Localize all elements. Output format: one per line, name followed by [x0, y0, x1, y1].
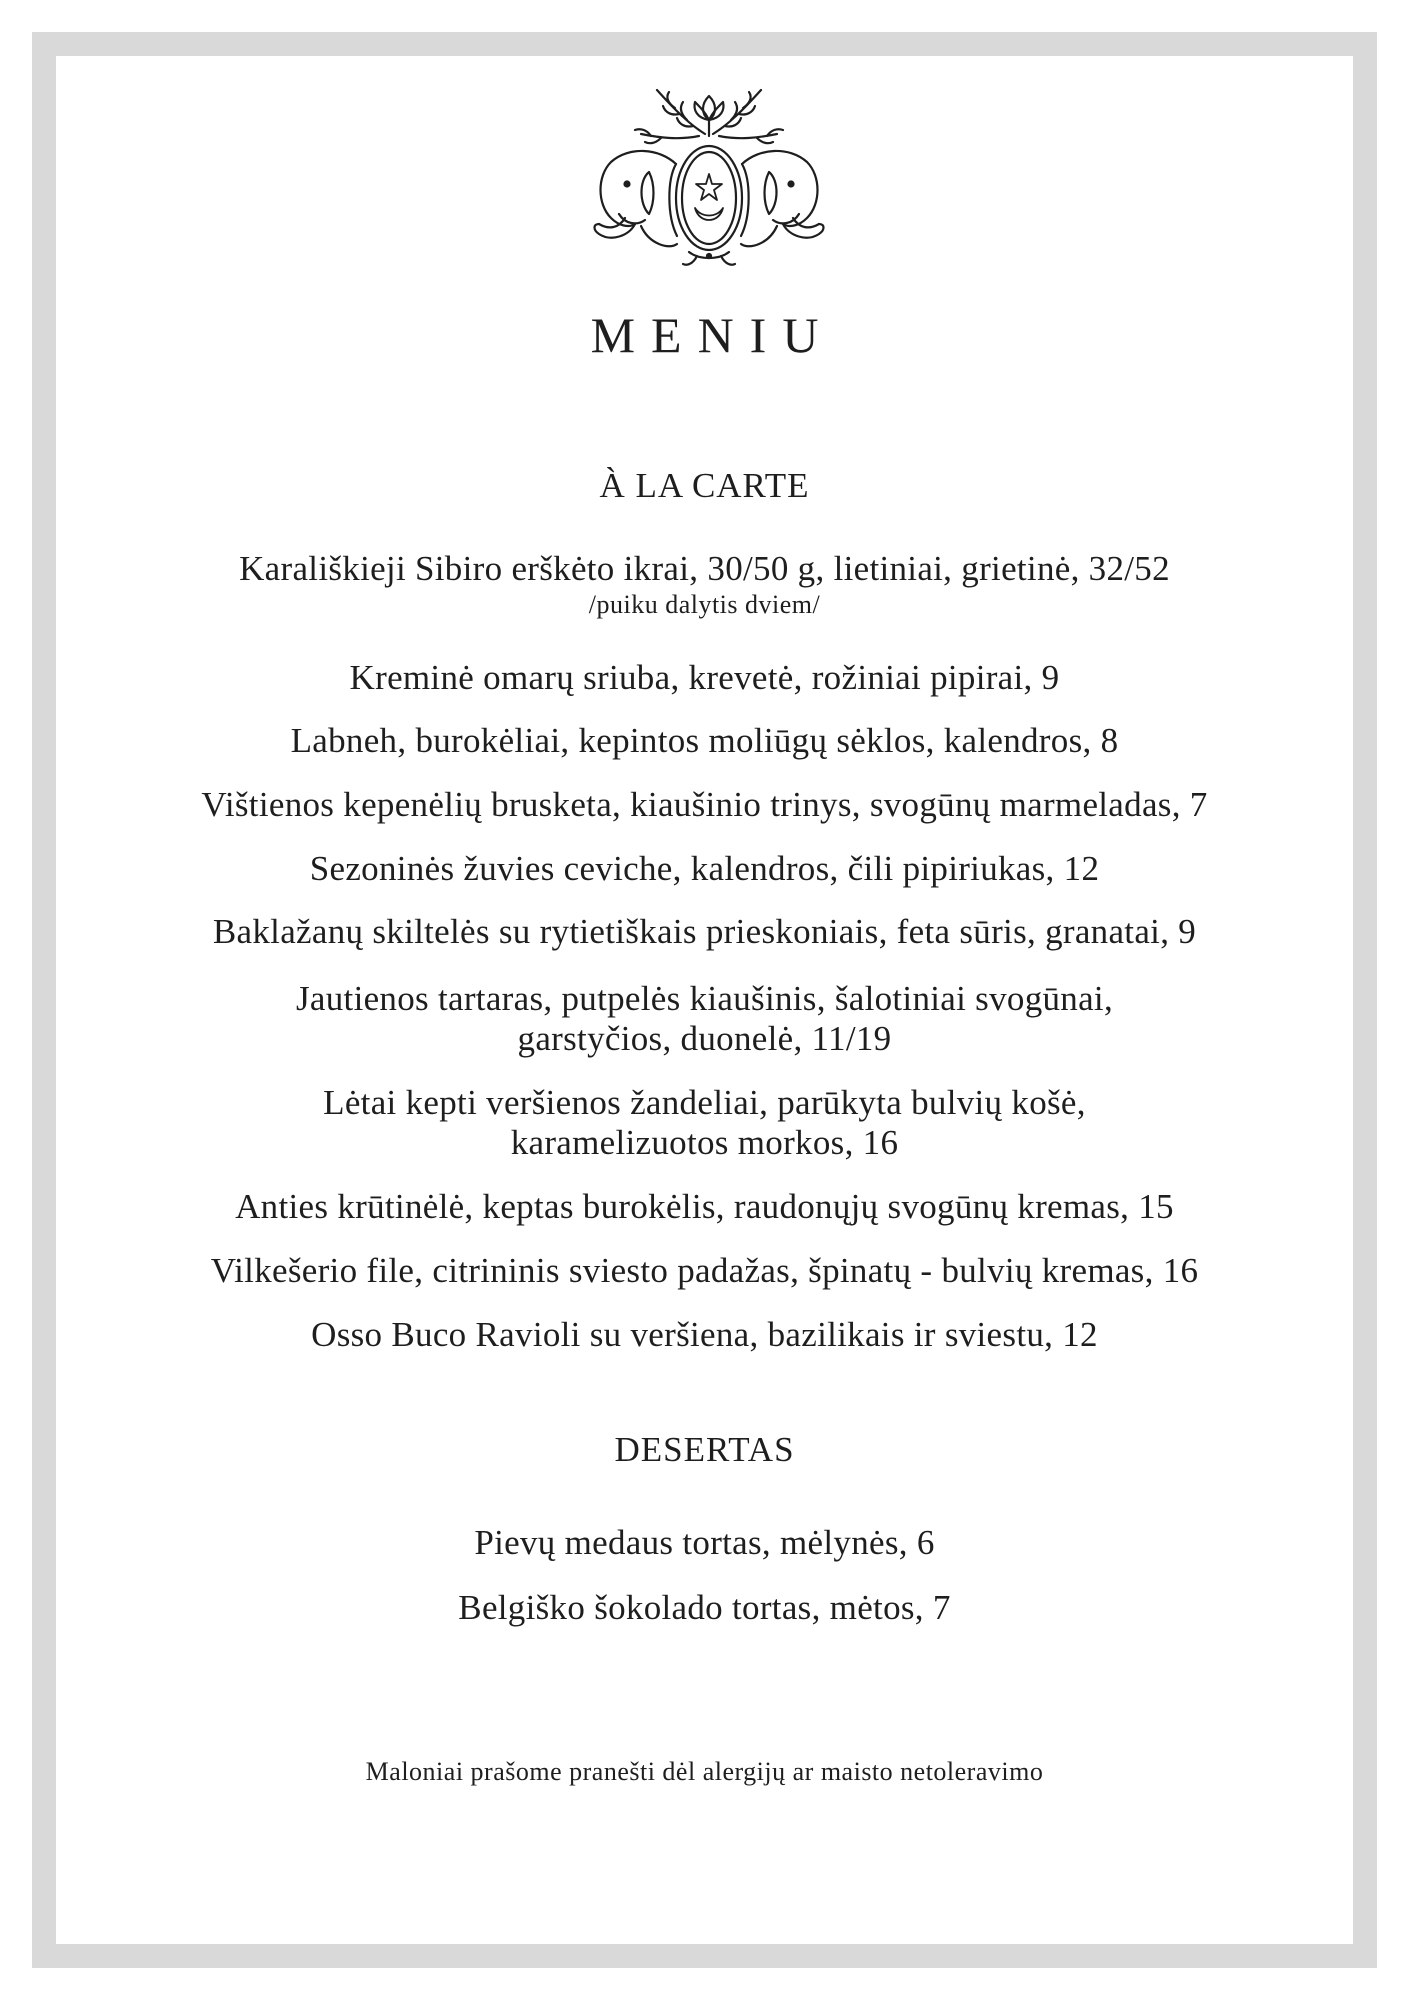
menu-item-text-line1: Jautienos tartaras, putpelės kiaušinis, šalotiniai svogūnai, [295, 979, 1114, 1018]
elephant-crest-icon [589, 84, 829, 274]
menu-item [0, 849, 1409, 889]
menu-item-text: Osso Buco Ravioli su veršiena, bazilikais ir sviestu, 12 [311, 1315, 1098, 1354]
section-heading-desertas: DESERTAS [614, 1430, 795, 1469]
menu-item-text: Vištienos kepenėlių brusketa, kiaušinio trinys, svogūnų marmeladas, 7 [201, 785, 1208, 824]
menu-item [0, 1588, 1409, 1628]
menu-item [0, 1523, 1409, 1563]
menu-item [0, 1187, 1409, 1227]
menu-item-text: Pievų medaus tortas, mėlynės, 6 [474, 1523, 935, 1562]
menu-item [0, 785, 1409, 825]
menu-item [0, 1315, 1409, 1355]
menu-item [0, 979, 1409, 1059]
menu-item-text: Karališkieji Sibiro erškėto ikrai, 30/50 g, lietiniai, grietinė, 32/52 [239, 549, 1170, 588]
menu-item-text-line2: karamelizuotos morkos, 16 [510, 1123, 899, 1162]
page-title: MENIU [590, 307, 835, 363]
menu-item [0, 658, 1409, 698]
menu-item [0, 1251, 1409, 1291]
menu-item [0, 721, 1409, 761]
menu-item-text: Anties krūtinėlė, keptas burokėlis, raudonųjų svogūnų kremas, 15 [235, 1187, 1174, 1226]
allergy-note: Maloniai prašome pranešti dėl alergijų ar maisto netoleravimo [365, 1757, 1044, 1786]
menu-item-text: Belgiško šokolado tortas, mėtos, 7 [458, 1588, 951, 1627]
menu-item-text-line1: Lėtai kepti veršienos žandeliai, parūkyta bulvių košė, [323, 1083, 1086, 1122]
menu-item-text: Vilkešerio file, citrininis sviesto padažas, špinatų - bulvių kremas, 16 [210, 1251, 1199, 1290]
menu-item-text-line2: garstyčios, duonelė, 11/19 [517, 1019, 892, 1058]
menu-item [0, 549, 1409, 621]
menu-item-text: Sezoninės žuvies ceviche, kalendros, čili pipiriukas, 12 [309, 849, 1100, 888]
menu-item-text: Baklažanų skiltelės su rytietiškais prieskoniais, feta sūris, granatai, 9 [212, 912, 1197, 951]
menu-item-note: /puiku dalytis dviem/ [588, 590, 821, 619]
section-heading-a-la-carte: À LA CARTE [599, 466, 810, 505]
menu-item [0, 912, 1409, 952]
menu-item [0, 1083, 1409, 1163]
menu-item-text: Kreminė omarų sriuba, krevetė, rožiniai pipirai, 9 [349, 658, 1060, 697]
menu-item-text: Labneh, burokėliai, kepintos moliūgų sėklos, kalendros, 8 [290, 721, 1119, 760]
